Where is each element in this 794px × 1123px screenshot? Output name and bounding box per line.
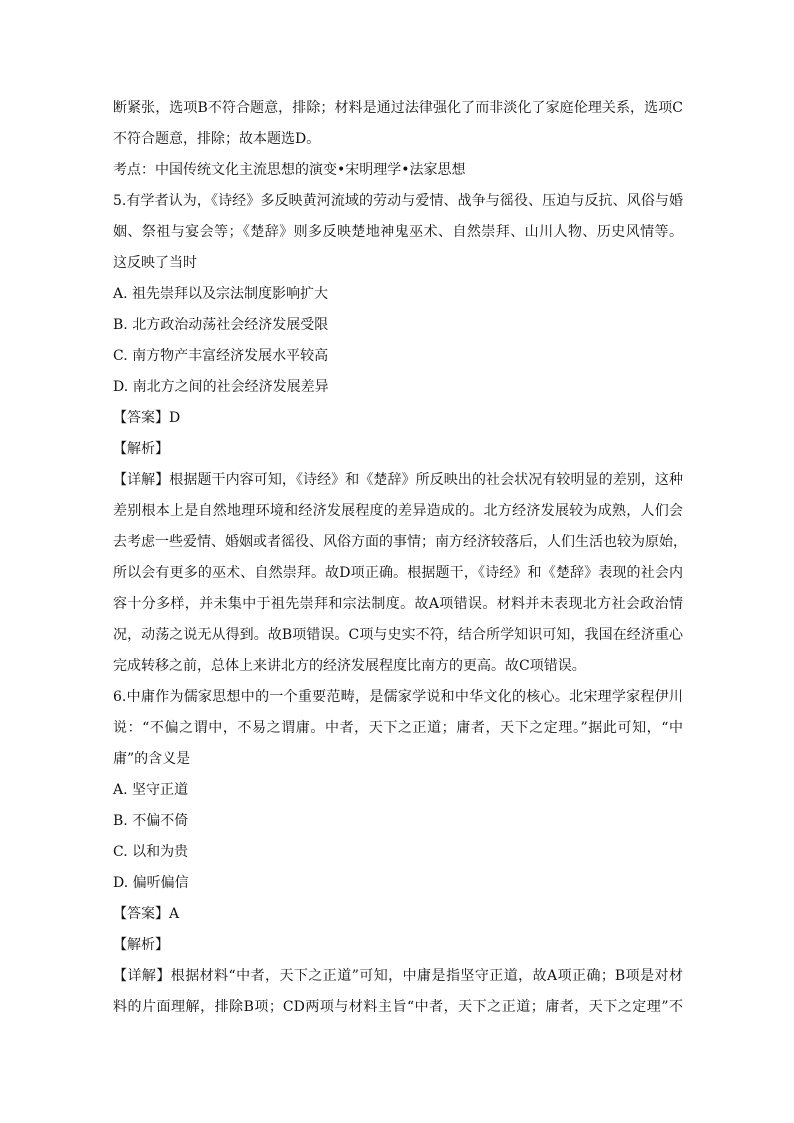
question-5-stem: 5.有学者认为，《诗经》多反映黄河流域的劳动与爱情、战争与徭役、压迫与反抗、风俗与婚 [113, 193, 683, 209]
explanation-line: 去考虑一些爱情、婚姻或者徭役、风俗方面的事情；南方经济较落后，人们生活也较为原始， [113, 534, 687, 550]
option-a: A. 祖先崇拜以及宗法制度影响扩大 [113, 286, 329, 302]
option-d: D. 偏听偏信 [113, 875, 189, 891]
question-5-stem: 这反映了当时 [113, 255, 197, 271]
explanation-line: 容十分多样，并未集中于祖先崇拜和宗法制度。故A项错误。材料并未表现北方社会政治情 [113, 596, 683, 612]
answer-label: 【答案】D [113, 410, 181, 426]
option-c: C. 南方物产丰富经济发展水平较高 [113, 348, 329, 364]
analysis-label: 【解析】 [113, 937, 169, 953]
question-6-stem: 6.中庸作为儒家思想中的一个重要范畴，是儒家学说和中华文化的核心。北宋理学家程伊川 [113, 689, 683, 705]
question-6-stem: 说：“不偏之谓中，不易之谓庸。中者，天下之正道；庸者，天下之定理。”据此可知，“中 [113, 720, 683, 736]
option-b: B. 不偏不倚 [113, 813, 189, 829]
explanation-line: 【详解】根据题干内容可知，《诗经》和《楚辞》所反映出的社会状况有较明显的差别，这种 [113, 472, 683, 488]
question-6-stem: 庸”的含义是 [113, 751, 191, 767]
text-line: 不符合题意，排除；故本题选D。 [113, 131, 321, 147]
text-line: 断紧张，选项B不符合题意，排除；材料是通过法律强化了而非淡化了家庭伦理关系，选项C [113, 100, 683, 116]
explanation-line: 况，动荡之说无从得到。故B项错误。C项与史实不符，结合所学知识可知，我国在经济重心 [113, 627, 683, 643]
explanation-line: 料的片面理解，排除B项；CD两项与材料主旨“中者，天下之正道；庸者，天下之定理”不 [113, 999, 683, 1015]
explanation-line: 差别根本上是自然地理环境和经济发展程度的差异造成的。北方经济发展较为成熟，人们会 [113, 503, 683, 519]
option-c: C. 以和为贵 [113, 844, 189, 860]
option-d: D. 南北方之间的社会经济发展差异 [113, 379, 329, 395]
explanation-line: 所以会有更多的巫术、自然崇拜。故D项正确。根据题干，《诗经》和《楚辞》表现的社会内 [113, 565, 683, 581]
question-5-stem: 姻、祭祖与宴会等；《楚辞》则多反映楚地神鬼巫术、自然崇拜、山川人物、历史风情等。 [113, 224, 683, 240]
option-b: B. 北方政治动荡社会经济发展受限 [113, 317, 329, 333]
option-a: A. 坚守正道 [113, 782, 189, 798]
explanation-line: 【详解】根据材料“中者，天下之正道”可知，中庸是指坚守正道，故A项正确；B项是对材 [113, 968, 683, 984]
exam-point-line: 考点：中国传统文化主流思想的演变•宋明理学•法家思想 [113, 162, 466, 178]
explanation-line: 完成转移之前，总体上来讲北方的经济发展程度比南方的更高。故C项错误。 [113, 658, 586, 674]
analysis-label: 【解析】 [113, 441, 169, 457]
answer-label: 【答案】A [113, 906, 180, 922]
